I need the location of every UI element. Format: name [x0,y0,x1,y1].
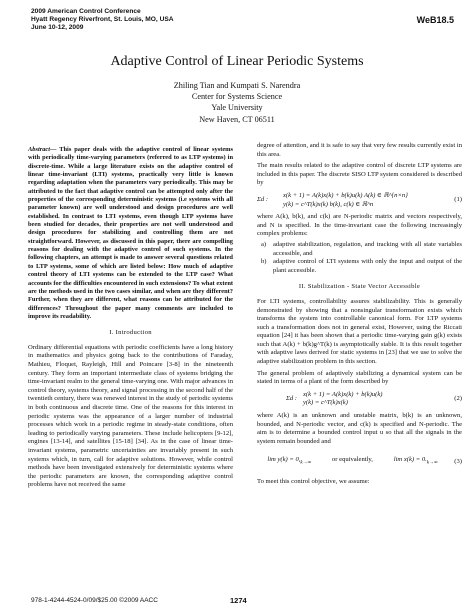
equation-1 [257,192,462,209]
equation-number: (1) [454,196,462,204]
paragraph: For LTI systems, controllability assures stabilizability. This is generally demonstrated by showing that a nonsingular transformation exists which transforms the system into controllable canonical form. For LTP systems such a transformation does not in general exist, However, using the Riccati equation [24] it has been shown that a periodic time-varying gain g(k) exists such that A(k) + b(k)g^T(k) is asymptotically stable. It is this result together with adaptive laws derived for static systems in [23] that we use to solve the adaptive stabilization problem in this section. [257,297,462,366]
intro-paragraph: Ordinary differential equations with periodic coefficients have a long history in mathematics and physics going back to the contributions of Faraday, Mathieu, Floquet, Rayleigh, Hill and Poincare [3-8] in the nineteenth century. They form an important intermediate class of systems bridging the time-invariant realm to the general time-varying one. With major advances in control theory, systems theory, and signal processing in the second half of the twentieth century, there was renewed interest in the study of periodic systems in both continuous and discrete time. One of the reasons for this interest in periodic systems was the appearance of a larger number of industrial processes which work in a periodic regime in steady-state conditions, often leading to periodically varying parameters. These include helicopters [9-12], engines [13-14], and satellites [15-18] [34]. As in the case of linear time-invariant systems, parametric uncertainties are invariably present in such systems which, in turn, call for adaptive solutions. However, while control methods have been investigated extensively for deterministic systems where the periodic parameters are known, the corresponding adaptive control problems have not received the same [28,343,233,489]
paper-title: Adaptive Control of Linear Periodic Systems [110,54,364,69]
paragraph: To meet this control objective, we assume: [257,478,370,486]
limit-state [394,456,438,468]
equation-row: y(k) = c^T(k)x(k) b(k), c(k) ∈ ℝ^n [283,200,374,208]
conference-header [31,8,174,33]
author-univ: Yale University [211,103,263,113]
list-text: adaptive stabilization, regulation, and tracking with all state variables accessible, and [273,240,462,257]
list-item [261,240,462,258]
author-names: Zhiling Tian and Kumpati S. Narendra [173,81,301,90]
list-marker: b) [261,258,267,266]
equation-row: x(k + 1) = A(k)x(k) + b(k)u(k) [303,390,383,398]
paragraph: The general problem of adaptively stabilizing a dynamical system can be stated in terms of a plant of the form described by [257,369,462,386]
equation-rows [283,192,448,209]
limit-expressions [257,456,448,468]
equation-number: (2) [454,395,462,403]
problem-list [257,241,462,275]
list-item [261,258,462,275]
equation-rows [303,391,448,408]
limit-subscript: k→∞ [300,460,312,466]
author-city: New Haven, CT 06511 [199,114,275,124]
section-heading-introduction: I. Introduction [109,329,152,337]
paragraph: The main results related to the adaptive control of discrete LTP systems are included in this paper. The discrete SISO LTP system considered is described by [257,162,462,187]
list-marker: a) [261,240,267,248]
equation-number: (3) [454,458,462,466]
conference-name: 2009 American Control Conference [31,8,141,15]
list-text: adaptive control of LTI systems with only the input and output of the plant accessible. [273,258,462,274]
conference-dates: June 10-12, 2009 [31,24,84,32]
abstract [28,146,233,321]
author-block [0,80,474,125]
limit-subscript: k→∞ [426,460,438,466]
equation-3 [257,450,462,474]
limit-state-text: lim x(k) = 0. [393,456,427,464]
abstract-text: — This paper deals with the adaptive control of linear systems with periodically time-varying parameters (referred to as LTP systems) in discrete-time. While a large literature exists on the adaptive control of linear time-invariant (LTI) systems, practically very little is known regarding adaptation when the parameters vary periodically. This may be attributed to the fact that adaptive control can be attempted only after the properties of the corresponding deterministic systems (i.e systems with all parameter known) are well understood and design procedures are well established. In contrast to LTI systems, even though LTP systems have been studied for decades, their properties are not well understood and design procedures for stabilizing and controlling them are not straightforward. However, as discussed in this paper, there are compelling reasons for dealing with the adaptive control of such systems. In the following chapters, an attempt is made to answer several questions related to LTP systems, some of which are listed below: How much of adaptive control theory of LTI systems can be extended to the LTP case? What accounts for the difficulties encountered in such extensions? To what extent are the methods used in the two cases similar, and when are they different? Further, when they are different, what reasons can be attributed for the differences? Throughout the paper many comments are included to improve its readability. [28,146,233,320]
abstract-label: Abstract [28,146,51,153]
section-heading-stabilization: II. Stabilization - State Vector Accessible [298,283,421,291]
left-column [28,146,233,490]
right-column [257,142,462,487]
author-dept: Center for Systems Science [191,92,283,102]
conference-venue: Hyatt Regency Riverfront, St. Louis, MO, USA [31,16,174,24]
equation-2 [257,391,462,408]
paragraph: where A(k), b(k), and c(k) are N-periodic matrix and vectors respectively, and N is specified. In the time-invariant case the following increasingly complex problems: [257,213,462,238]
limit-connector: or equivalently, [332,456,373,464]
equation-lhs: Σd : [285,395,297,403]
page-number: 1274 [230,596,247,605]
paragraph: where A(k) is an unknown and unstable matrix, b(k) is an unknown, bounded, and N-periodic vector, and c(k) is specified and N-periodic. The aim is to determine a bounded control input u so that all the signals in the system remain bounded and [257,412,462,445]
paper-id: WeB18.5 [416,15,454,25]
limit-output-text: lim y(k) = 0, [267,456,301,464]
equation-row: x(k + 1) = A(k)x(k) + b(k)u(k) A(k) ∈ ℝ^{n×n} [283,191,408,199]
isbn-footer: 978-1-4244-4524-0/09/$25.00 ©2009 AACC [31,597,158,604]
limit-output [267,456,311,468]
paragraph: degree of attention, and it is safe to say that very few results currently exist in this area. [257,142,462,158]
equation-lhs: Σd : [257,196,269,204]
equation-row: y(k) = c^T(k)x(k) [303,399,348,407]
